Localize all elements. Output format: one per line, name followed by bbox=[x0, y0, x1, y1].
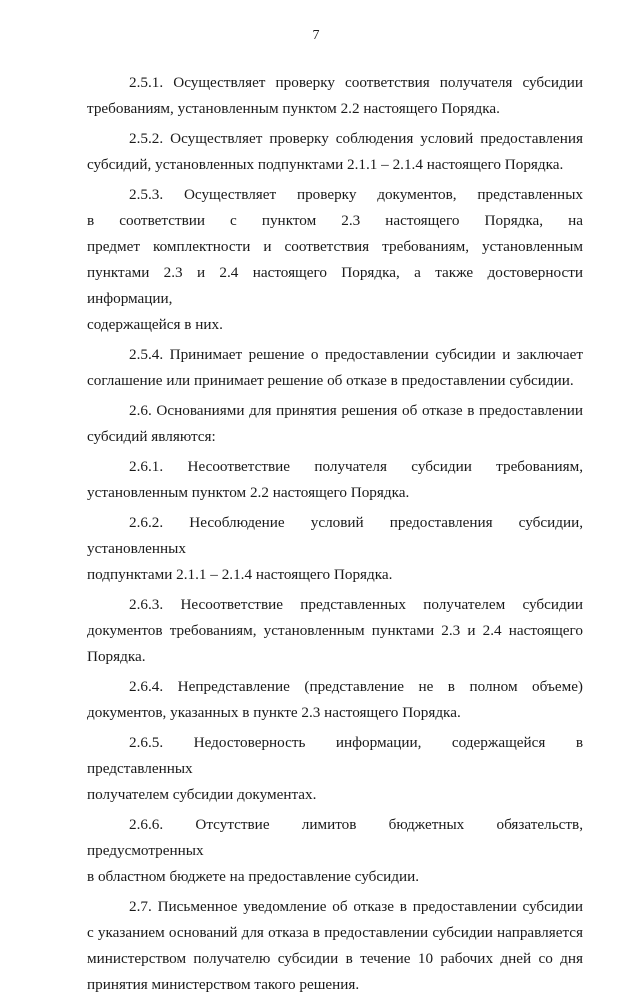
paragraph-2-6-5 bbox=[87, 730, 583, 808]
paragraph-2-6-2 bbox=[87, 510, 583, 588]
paragraph-2-5-4 bbox=[87, 342, 583, 394]
paragraph-line: документов, указанных в пункте 2.3 настоящего Порядка. bbox=[87, 704, 461, 721]
document-body bbox=[87, 70, 583, 998]
paragraph-line: 2.6.6. Отсутствие лимитов бюджетных обязательств, предусмотренных bbox=[87, 816, 583, 859]
paragraph-line: требованиям, установленным пунктом 2.2 настоящего Порядка. bbox=[87, 100, 500, 117]
paragraph-2-5-2 bbox=[87, 126, 583, 178]
paragraph-line: 2.5.2. Осуществляет проверку соблюдения условий предоставления bbox=[129, 130, 583, 147]
paragraph-line: содержащейся в них. bbox=[87, 316, 223, 333]
paragraph-line: предмет комплектности и соответствия требованиям, установленным bbox=[87, 238, 583, 255]
paragraph-line: 2.6.1. Несоответствие получателя субсидии требованиям, bbox=[129, 458, 583, 475]
paragraph-line: подпунктами 2.1.1 – 2.1.4 настоящего Порядка. bbox=[87, 566, 393, 583]
paragraph-2-6-4 bbox=[87, 674, 583, 726]
paragraph-2-7 bbox=[87, 894, 583, 998]
paragraph-line: 2.5.1. Осуществляет проверку соответствия получателя субсидии bbox=[129, 74, 583, 91]
paragraph-line: субсидий, установленных подпунктами 2.1.1 – 2.1.4 настоящего Порядка. bbox=[87, 156, 564, 173]
paragraph-line: 2.7. Письменное уведомление об отказе в предоставлении субсидии bbox=[129, 898, 583, 915]
paragraph-line: установленным пунктом 2.2 настоящего Порядка. bbox=[87, 484, 410, 501]
paragraph-2-5-3 bbox=[87, 182, 583, 338]
paragraph-line: 2.6.3. Несоответствие представленных получателем субсидии bbox=[129, 596, 583, 613]
paragraph-2-6 bbox=[87, 398, 583, 450]
paragraph-line: 2.6.4. Непредставление (представление не в полном объеме) bbox=[129, 678, 583, 695]
paragraph-line: в областном бюджете на предоставление субсидии. bbox=[87, 868, 420, 885]
paragraph-2-6-3 bbox=[87, 592, 583, 670]
paragraph-line: 2.6.5. Недостоверность информации, содержащейся в представленных bbox=[87, 734, 583, 777]
paragraph-line: Порядка. bbox=[87, 648, 146, 665]
paragraph-2-6-6 bbox=[87, 812, 583, 890]
paragraph-line: 2.6. Основаниями для принятия решения об отказе в предоставлении bbox=[129, 402, 583, 419]
paragraph-2-5-1 bbox=[87, 70, 583, 122]
page-number: 7 bbox=[312, 28, 320, 43]
paragraph-2-6-1 bbox=[87, 454, 583, 506]
paragraph-line: субсидий являются: bbox=[87, 428, 216, 445]
paragraph-line: принятия министерством такого решения. bbox=[87, 976, 360, 993]
paragraph-line: 2.6.2. Несоблюдение условий предоставления субсидии, установленных bbox=[87, 514, 583, 557]
paragraph-line: получателем субсидии документах. bbox=[87, 786, 317, 803]
paragraph-line: пунктами 2.3 и 2.4 настоящего Порядка, а также достоверности информации, bbox=[87, 264, 583, 307]
paragraph-line: с указанием оснований для отказа в предоставлении субсидии направляется bbox=[87, 924, 583, 941]
paragraph-line: 2.5.3. Осуществляет проверку документов, представленных bbox=[129, 186, 583, 203]
paragraph-line: 2.5.4. Принимает решение о предоставлении субсидии и заключает bbox=[129, 346, 583, 363]
paragraph-line: документов требованиям, установленным пунктами 2.3 и 2.4 настоящего bbox=[87, 622, 583, 639]
paragraph-line: соглашение или принимает решение об отказе в предоставлении субсидии. bbox=[87, 372, 574, 389]
paragraph-line: министерством получателю субсидии в течение 10 рабочих дней со дня bbox=[87, 950, 583, 967]
paragraph-line: в соответствии с пунктом 2.3 настоящего Порядка, на bbox=[87, 212, 583, 229]
